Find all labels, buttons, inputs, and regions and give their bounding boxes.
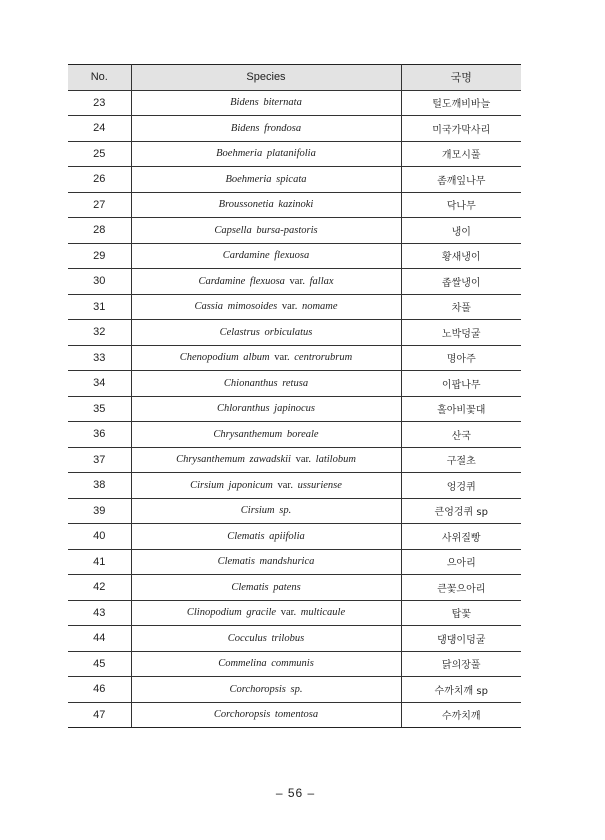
taxon-part: Cassia mimosoides — [194, 301, 278, 313]
table-row — [68, 396, 521, 422]
row-number: 46 — [68, 677, 131, 703]
taxon-part: Capsella bursa-pastoris — [214, 224, 318, 236]
table-row — [68, 677, 521, 703]
species-name — [131, 498, 401, 524]
korean-name: 구절초 — [401, 447, 521, 473]
species-name — [131, 294, 401, 320]
table-body — [68, 90, 521, 728]
korean-name: 닥나무 — [401, 192, 521, 218]
species-name — [131, 192, 401, 218]
taxon-part: Clematis patens — [231, 581, 301, 593]
taxon-part: Corchoropsis sp. — [229, 683, 303, 695]
row-number: 29 — [68, 243, 131, 269]
taxon-part: Chionanthus retusa — [223, 377, 309, 389]
taxon-part: Corchoropsis tomentosa — [213, 709, 319, 721]
species-name — [131, 549, 401, 575]
korean-name: 큰엉겅퀴 sp — [401, 498, 521, 524]
species-name — [131, 677, 401, 703]
species-name — [131, 90, 401, 116]
korean-name: 이팝나무 — [401, 371, 521, 397]
row-number: 40 — [68, 524, 131, 550]
korean-name: 홀아비꽃대 — [401, 396, 521, 422]
row-number: 42 — [68, 575, 131, 601]
table-row — [68, 575, 521, 601]
table-row — [68, 702, 521, 728]
korean-name: 으아리 — [401, 549, 521, 575]
korean-name: 사위질빵 — [401, 524, 521, 550]
korean-name: 좁쌀냉이 — [401, 269, 521, 295]
taxon-part: latilobum — [315, 454, 356, 466]
row-number: 37 — [68, 447, 131, 473]
row-number: 26 — [68, 167, 131, 193]
korean-name: 차풀 — [401, 294, 521, 320]
table-row — [68, 600, 521, 626]
row-number: 28 — [68, 218, 131, 244]
species-name — [131, 473, 401, 499]
taxon-rank: var. — [280, 607, 297, 619]
row-number: 43 — [68, 600, 131, 626]
taxon-part: Cardamine flexuosa — [222, 250, 310, 262]
row-number: 25 — [68, 141, 131, 167]
taxon-part: Cirsium sp. — [240, 505, 292, 517]
taxon-part: Bidens biternata — [230, 97, 302, 109]
korean-name: 큰꽃으아리 — [401, 575, 521, 601]
species-name — [131, 524, 401, 550]
korean-name: 수까치깨 — [401, 702, 521, 728]
korean-name: 수까치깨 sp — [401, 677, 521, 703]
species-name — [131, 447, 401, 473]
table-row — [68, 651, 521, 677]
taxon-part: nomame — [301, 301, 338, 313]
table-row — [68, 269, 521, 295]
row-number: 44 — [68, 626, 131, 652]
species-name — [131, 600, 401, 626]
species-name — [131, 116, 401, 142]
taxon-part: Cirsium japonicum — [190, 479, 273, 491]
header-species: Species — [131, 65, 401, 91]
table-row — [68, 473, 521, 499]
row-number: 35 — [68, 396, 131, 422]
species-name — [131, 422, 401, 448]
taxon-part: Chloranthus japinocus — [217, 403, 315, 415]
korean-name: 노박덩굴 — [401, 320, 521, 346]
table-row — [68, 549, 521, 575]
row-number: 31 — [68, 294, 131, 320]
table-header-row — [68, 65, 521, 91]
taxon-part: Bidens frondosa — [230, 122, 302, 134]
species-name — [131, 396, 401, 422]
header-korean-name: 국명 — [401, 65, 521, 91]
taxon-part: Clinopodium gracile — [186, 607, 277, 619]
species-name — [131, 702, 401, 728]
row-number: 47 — [68, 702, 131, 728]
species-name — [131, 218, 401, 244]
taxon-part: Celastrus orbiculatus — [219, 326, 313, 338]
species-name — [131, 320, 401, 346]
korean-name: 황새냉이 — [401, 243, 521, 269]
table-row — [68, 90, 521, 116]
table-row — [68, 371, 521, 397]
row-number: 27 — [68, 192, 131, 218]
korean-name: 냉이 — [401, 218, 521, 244]
taxon-rank: var. — [277, 479, 293, 491]
taxon-part: Clematis apiifolia — [227, 530, 305, 542]
row-number: 32 — [68, 320, 131, 346]
row-number: 30 — [68, 269, 131, 295]
taxon-rank: var. — [274, 352, 290, 364]
taxon-part: Commelina communis — [218, 658, 314, 670]
table-row — [68, 345, 521, 371]
row-number: 39 — [68, 498, 131, 524]
table-row — [68, 141, 521, 167]
species-name — [131, 575, 401, 601]
taxon-part: Chrysanthemum boreale — [213, 428, 319, 440]
row-number: 36 — [68, 422, 131, 448]
korean-name: 털도깨비바늘 — [401, 90, 521, 116]
table-row — [68, 320, 521, 346]
species-name — [131, 371, 401, 397]
table-row — [68, 524, 521, 550]
taxon-part: Chrysanthemum zawadskii — [176, 454, 291, 466]
korean-name: 좀깨잎나무 — [401, 167, 521, 193]
table-row — [68, 498, 521, 524]
taxon-part: Cocculus trilobus — [227, 632, 305, 644]
taxon-rank: var. — [281, 301, 298, 313]
row-number: 34 — [68, 371, 131, 397]
korean-name: 개모시풀 — [401, 141, 521, 167]
table-row — [68, 243, 521, 269]
species-name — [131, 345, 401, 371]
taxon-part: multicaule — [300, 607, 346, 619]
species-name — [131, 651, 401, 677]
table-row — [68, 422, 521, 448]
taxon-part: Broussonetia kazinoki — [218, 199, 314, 211]
korean-name: 미국가막사리 — [401, 116, 521, 142]
taxon-rank: var. — [295, 454, 312, 466]
taxon-rank: var. — [289, 275, 305, 287]
row-number: 24 — [68, 116, 131, 142]
species-name — [131, 269, 401, 295]
page-number: – 56 – — [275, 786, 316, 800]
korean-name: 닭의장풀 — [401, 651, 521, 677]
korean-name: 산국 — [401, 422, 521, 448]
table-row — [68, 192, 521, 218]
species-name — [131, 167, 401, 193]
species-name — [131, 141, 401, 167]
table-row — [68, 447, 521, 473]
korean-name: 엉겅퀴 — [401, 473, 521, 499]
taxon-part: fallax — [309, 275, 334, 287]
table-row — [68, 218, 521, 244]
taxon-part: Chenopodium album — [179, 352, 270, 364]
taxon-part: Boehmeria spicata — [225, 173, 307, 185]
taxon-part: centrorubrum — [294, 352, 353, 364]
korean-name: 명아주 — [401, 345, 521, 371]
taxon-part: Cardamine flexuosa — [198, 275, 285, 287]
species-table — [68, 64, 521, 728]
row-number: 38 — [68, 473, 131, 499]
taxon-part: Clematis mandshurica — [217, 556, 315, 568]
row-number: 45 — [68, 651, 131, 677]
species-name — [131, 626, 401, 652]
table-row — [68, 626, 521, 652]
table-row — [68, 294, 521, 320]
row-number: 41 — [68, 549, 131, 575]
table-row — [68, 167, 521, 193]
korean-name: 탑꽃 — [401, 600, 521, 626]
taxon-part: ussuriense — [297, 479, 342, 491]
species-name — [131, 243, 401, 269]
row-number: 23 — [68, 90, 131, 116]
header-no: No. — [68, 65, 131, 91]
korean-name: 댕댕이덩굴 — [401, 626, 521, 652]
row-number: 33 — [68, 345, 131, 371]
table-row — [68, 116, 521, 142]
taxon-part: Boehmeria platanifolia — [216, 148, 316, 160]
